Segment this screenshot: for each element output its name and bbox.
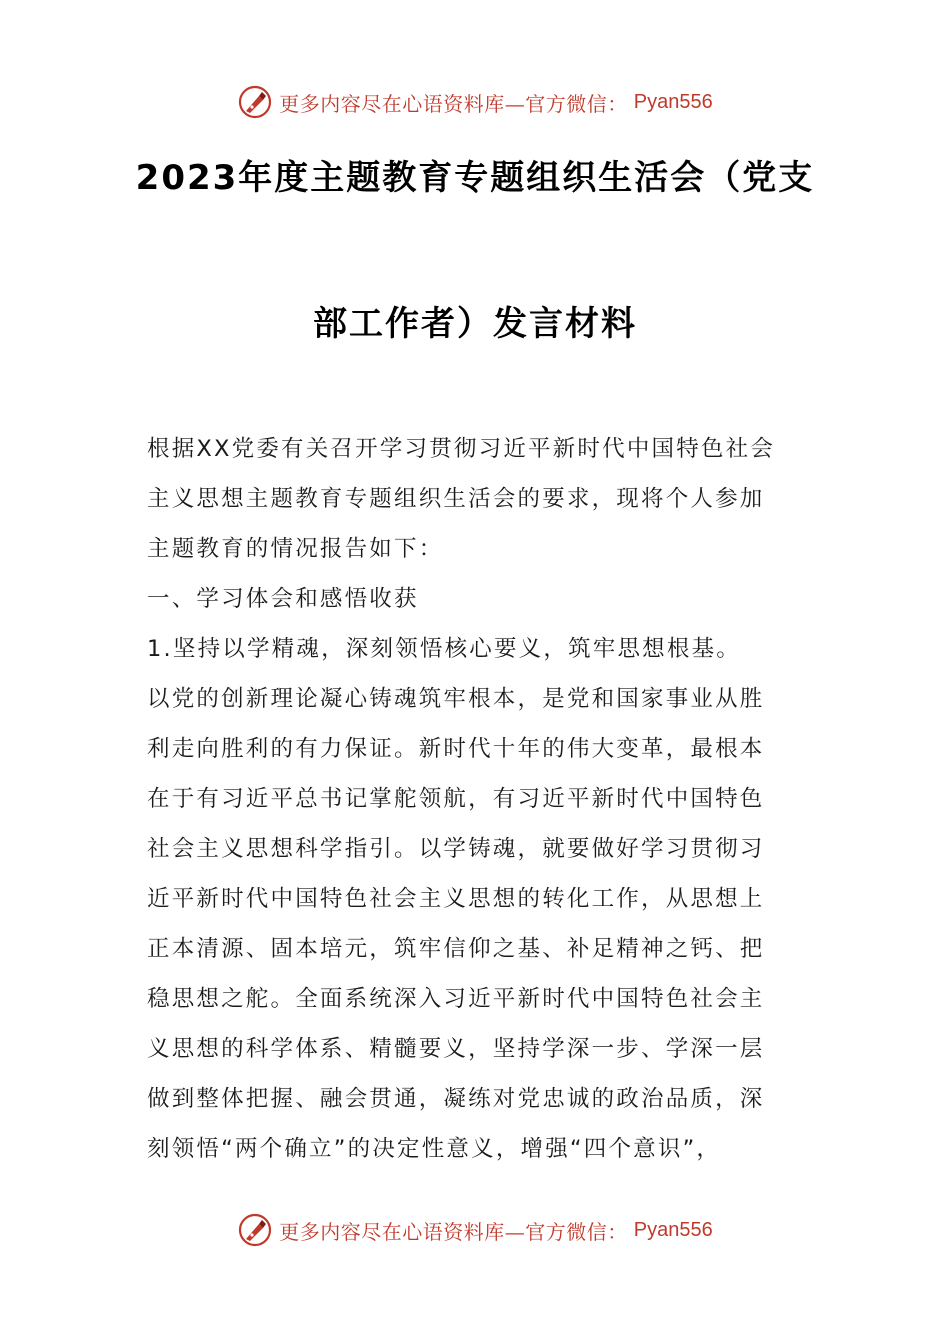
body-line: 做到整体把握、融会贯通，凝练对党忠诚的政治品质，深 xyxy=(147,1086,765,1112)
body-line: 义思想的科学体系、精髓要义，坚持学深一步、学深一层 xyxy=(147,1036,765,1062)
document-title-line-2: 部工作者）发言材料 xyxy=(313,304,637,344)
footer-watermark xyxy=(0,1210,950,1250)
body-line: 在于有习近平总书记掌舵领航，有习近平新时代中国特色 xyxy=(147,786,765,812)
pen-nib-icon xyxy=(237,84,273,120)
pen-nib-icon xyxy=(237,1212,273,1248)
body-line: 利走向胜利的有力保证。新时代十年的伟大变革，最根本 xyxy=(147,736,765,762)
body-line: 主义思想主题教育专题组织生活会的要求，现将个人参加 xyxy=(147,486,765,512)
body-line: 以党的创新理论凝心铸魂筑牢根本，是党和国家事业从胜 xyxy=(147,686,765,712)
watermark-text: 更多内容尽在心语资料库—官方微信： xyxy=(279,91,628,116)
body-line: 主题教育的情况报告如下： xyxy=(147,536,444,562)
body-line: 正本清源、固本培元，筑牢信仰之基、补足精神之钙、把 xyxy=(147,936,765,962)
header-watermark xyxy=(0,82,950,122)
watermark-handle: Pyan556 xyxy=(633,90,713,113)
body-line: 稳思想之舵。全面系统深入习近平新时代中国特色社会主 xyxy=(147,986,765,1012)
watermark-text: 更多内容尽在心语资料库—官方微信： xyxy=(279,1219,628,1244)
document-title-line-1: 2023年度主题教育专题组织生活会（党支 xyxy=(135,158,815,198)
section-heading: 一、学习体会和感悟收获 xyxy=(147,586,419,612)
watermark-handle: Pyan556 xyxy=(633,1218,713,1241)
body-line: 近平新时代中国特色社会主义思想的转化工作，从思想上 xyxy=(147,886,765,912)
subsection-heading: 1.坚持以学精魂，深刻领悟核心要义，筑牢思想根基。 xyxy=(147,636,741,662)
body-line: 根据XX党委有关召开学习贯彻习近平新时代中国特色社会 xyxy=(147,436,776,462)
document-body xyxy=(147,424,807,1174)
body-line: 社会主义思想科学指引。以学铸魂，就要做好学习贯彻习 xyxy=(147,836,765,862)
body-line: 刻领悟“两个确立”的决定性意义，增强“四个意识”， xyxy=(147,1136,722,1162)
